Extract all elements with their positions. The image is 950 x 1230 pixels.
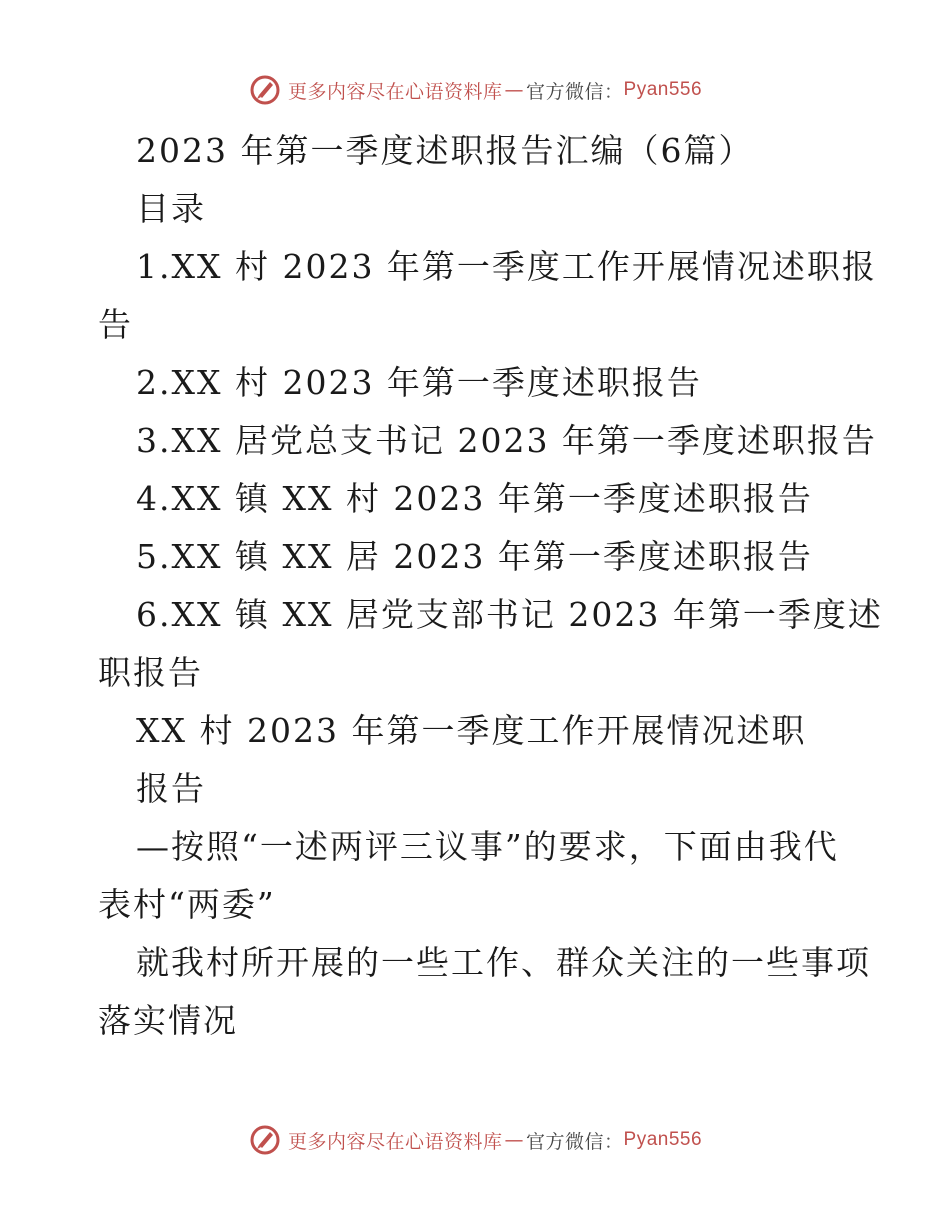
body-paragraph-1-continued: 表村“两委” <box>98 885 276 924</box>
toc-item-3: 3.XX 居党总支书记 2023 年第一季度述职报告 <box>136 421 877 460</box>
toc-item-6: 6.XX 镇 XX 居党支部书记 2023 年第一季度述 <box>136 595 883 634</box>
section-title-continued: 报告 <box>136 769 206 808</box>
document-body <box>98 122 883 1050</box>
toc-item-1-continued: 告 <box>98 305 133 344</box>
watermark-dash: — <box>504 1129 524 1151</box>
toc-item-1: 1.XX 村 2023 年第一季度工作开展情况述职报 <box>136 247 877 286</box>
toc-item-2: 2.XX 村 2023 年第一季度述职报告 <box>136 363 702 402</box>
watermark-top <box>0 70 950 110</box>
watermark-label: 官方微信 <box>525 80 604 103</box>
body-paragraph-1: —按照“一述两评三议事”的要求，下面由我代 <box>136 827 839 866</box>
body-paragraph-2-continued: 落实情况 <box>98 1001 238 1040</box>
watermark-label: 官方微信 <box>525 1130 604 1153</box>
section-title: XX 村 2023 年第一季度工作开展情况述职 <box>136 711 807 750</box>
watermark-handle: Pyan556 <box>623 1129 703 1150</box>
document-title: 2023 年第一季度述职报告汇编（6篇） <box>136 131 754 170</box>
brand-logo-icon <box>248 1123 282 1157</box>
body-paragraph-2: 就我村所开展的一些工作、群众关注的一些事项 <box>136 943 871 982</box>
toc-item-6-continued: 职报告 <box>98 653 203 692</box>
brand-logo-icon <box>248 73 282 107</box>
toc-item-4: 4.XX 镇 XX 村 2023 年第一季度述职报告 <box>136 479 813 518</box>
watermark-dash: — <box>504 79 524 101</box>
watermark-colon: ： <box>604 1130 624 1153</box>
toc-heading: 目录 <box>136 189 206 228</box>
watermark-colon: ： <box>604 80 624 103</box>
watermark-site-text: 更多内容尽在心语资料库 <box>287 80 503 103</box>
toc-item-5: 5.XX 镇 XX 居 2023 年第一季度述职报告 <box>136 537 813 576</box>
watermark-handle: Pyan556 <box>623 79 703 100</box>
watermark-site-text: 更多内容尽在心语资料库 <box>287 1130 503 1153</box>
watermark-bottom <box>0 1120 950 1160</box>
